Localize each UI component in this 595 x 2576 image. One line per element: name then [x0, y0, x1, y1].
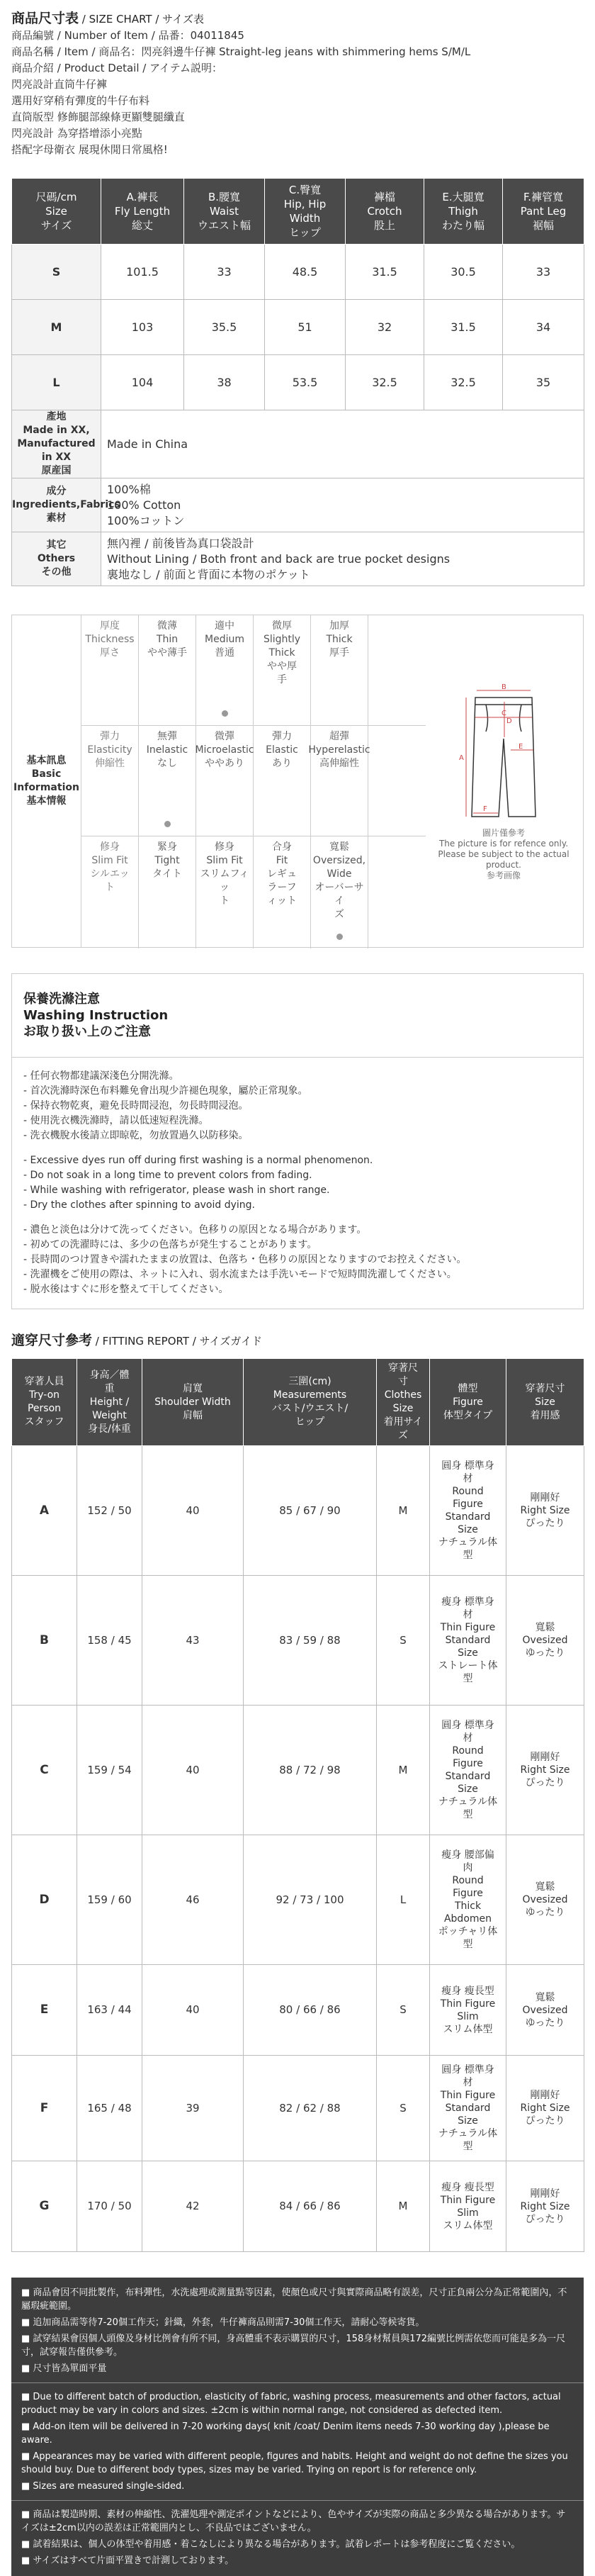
size-value: 38 [184, 355, 265, 410]
try-on-person: G [12, 2161, 77, 2252]
size-value: 35 [503, 355, 584, 410]
washing-line: - 長時間のつけ置きや濡れたままの放置は、色落ち・色移りの原因となりますのでお控えください。 [23, 1254, 467, 1265]
size-value: 33 [184, 245, 265, 300]
washing-line: - 洗衣機脫水後請立即晾乾，勿放置過久以防移染。 [23, 1130, 249, 1141]
washing-line: - While washing with refrigerator, please wash in short range. [23, 1185, 330, 1196]
product-info-line: 選用好穿稍有彈度的牛仔布料 [11, 94, 150, 107]
size-label: M [12, 300, 101, 355]
try-on-person: E [12, 1965, 77, 2056]
notes-line: ■ 試着結果は、個人の体型や着用感・着こなしにより異なる場合があります。試着レポートは参考程度にご覧ください。 [21, 2539, 521, 2550]
fitting-value: 剛剛好 Right Size ぴったり [506, 1706, 584, 1835]
diagram-caption: 圖片僅參考 The picture is for refence only. Please be subject to the actual product. 参考画像 [438, 827, 570, 880]
fitting-value: 瘦身 腰部偏 肉 Round Figure Thick Abdomen ポッチャリ体 型 [430, 1835, 506, 1965]
basic-info-row [81, 726, 426, 836]
fitting-value: 圓身 標準身 材 Thin Figure Standard Size ナチュラル体 型 [430, 2056, 506, 2161]
fitting-value: 158 / 45 [77, 1576, 142, 1706]
fitting-value: S [377, 2056, 430, 2161]
notes-line: ■ 尺寸皆為單面平量 [21, 2363, 107, 2374]
fitting-header-cell: 穿著尺 寸 Clothes Size 着用サイ ズ [377, 1359, 430, 1446]
product-info-line: 搭配字母衛衣 展現休閒日常風格! [11, 143, 168, 156]
fitting-value: S [377, 1965, 430, 2056]
size-value: 53.5 [265, 355, 346, 410]
fitting-header-cell: 三圍(cm) Measurements バスト/ウエスト/ ヒップ [244, 1359, 377, 1446]
size-value: 32.5 [346, 355, 424, 410]
basic-info-option: 微彈 Microelastic ややあり [196, 726, 254, 836]
size-value: 34 [503, 300, 584, 355]
fitting-report-title [11, 1332, 584, 1350]
extra-label: 產地 Made in XX, Manufactured in XX 原産国 [12, 410, 101, 478]
basic-info-row [81, 615, 426, 726]
try-on-person: A [12, 1446, 77, 1576]
notes-line: ■ Due to different batch of production, elasticity of fabric, washing process, measurements and other factors, actual product may be vary in colors and sizes. ±2cm is within normal range, not considered as defected item. [21, 2392, 561, 2416]
product-info-line: 直筒版型 修飾腿部線條更顯雙腿纖直 [11, 111, 185, 123]
size-chart-row [12, 355, 584, 410]
notes-line: ■ サイズはすべて片面平置きで計測しております。 [21, 2555, 234, 2566]
fitting-value: 42 [142, 2161, 244, 2252]
washing-gap [23, 1143, 572, 1153]
fitting-value: 43 [142, 1576, 244, 1706]
fitting-header-cell: 體型 Figure 体型タイプ [430, 1359, 506, 1446]
washing-line: - 首次洗滌時深色布料難免會出現少許褪色現象，屬於正常現象。 [23, 1085, 308, 1097]
basic-info-grid [81, 615, 426, 948]
size-value: 101.5 [101, 245, 184, 300]
fitting-value: 寬鬆 Ovesized ゆったり [506, 1576, 584, 1706]
washing-line: - 保持衣物乾爽，避免長時間浸泡，勿長時間浸泡。 [23, 1100, 249, 1111]
fitting-value: 163 / 44 [77, 1965, 142, 2056]
basic-info-label: 基本訊息 Basic Information 基本情報 [12, 615, 81, 947]
fitting-title-main: 適穿尺寸參考 [11, 1333, 93, 1348]
size-value: 104 [101, 355, 184, 410]
size-value: 48.5 [265, 245, 346, 300]
fitting-body [12, 1446, 584, 2252]
fitting-value: 40 [142, 1706, 244, 1835]
size-value: 51 [265, 300, 346, 355]
fitting-value: 圓身 標準身 材 Round Figure Standard Size ナチュラル体 型 [430, 1706, 506, 1835]
size-label: S [12, 245, 101, 300]
size-chart-row [12, 245, 584, 300]
fitting-value: 84 / 66 / 86 [244, 2161, 377, 2252]
fitting-value: 159 / 60 [77, 1835, 142, 1965]
notes-line: ■ 試穿結果會因個人頭像及身材比例會有所不同，身高體重不表示購買的尺寸，158身材幫員與172編號比例需依您而可能是多為一尺寸，試穿報告僅供參考。 [21, 2334, 566, 2358]
fitting-value: 159 / 54 [77, 1706, 142, 1835]
extra-label: 成分 Ingredients,Fabrics 素材 [12, 478, 101, 532]
fitting-row [12, 1835, 584, 1965]
size-chart-header-cell: B.腰寬 Waist ウエスト幅 [184, 179, 265, 245]
basic-info-option: 無彈 Inelastic なし [139, 726, 196, 836]
size-chart-title-sub: / SIZE CHART / サイズ表 [79, 13, 204, 26]
basic-info-option: 微薄 Thin やや薄手 [139, 615, 196, 725]
product-info-line: 閃亮設計直筒牛仔褲 [11, 78, 108, 91]
diagram-letter-e: E [518, 742, 523, 751]
washing-line: - 脱水後はすぐに形を整えて干してください。 [23, 1284, 229, 1295]
fitting-row [12, 1965, 584, 2056]
size-value: 32.5 [424, 355, 503, 410]
diagram-letter-b: B [502, 683, 506, 691]
size-chart-row [12, 300, 584, 355]
notes-line: ■ Appearances may be varied with different people, figures and habits. Height and weight do not define the sizes you should buy. Due to different body types, sizes may be varied. Trying on report is for reference only. [21, 2451, 568, 2475]
fitting-header-row [12, 1359, 584, 1446]
fitting-value: 39 [142, 2056, 244, 2161]
basic-info-option: 緊身 Tight タイト [139, 836, 196, 948]
selected-dot-icon [222, 710, 228, 717]
size-chart-header-row [12, 179, 584, 245]
notes-line: ■ 商品は製造時期、素材の伸縮性、洗濯処理や測定ポイントなどにより、色やサイズが実際の商品と多少異なる場合があります。サイズは±2cm以内の誤差は正常範囲内とし、不良品ではございません。 [21, 2509, 566, 2533]
washing-body [12, 1058, 583, 1309]
fitting-row [12, 1446, 584, 1576]
basic-info-panel [11, 615, 584, 948]
size-chart-header-cell: C.臀寬 Hip, Hip Width ヒップ [265, 179, 346, 245]
product-info-line: 商品名稱 / Item / 商品名：閃亮斜邊牛仔褲 Straight-leg jeans with shimmering hems S/M/L [11, 45, 471, 58]
fitting-header-cell: 穿著人員 Try-on Person スタッフ [12, 1359, 77, 1446]
basic-info-option: 寬鬆 Oversized, Wide オーバーサイ ズ [311, 836, 368, 948]
pants-outline-icon [458, 682, 550, 824]
notes-divider [11, 2500, 584, 2501]
washing-line: - Dry the clothes after spinning to avoid dying. [23, 1199, 255, 1211]
fitting-value: 40 [142, 1965, 244, 2056]
size-value: 35.5 [184, 300, 265, 355]
pants-diagram [424, 615, 583, 947]
size-value: 103 [101, 300, 184, 355]
basic-info-row-head: 厚度 Thickness 厚さ [81, 615, 139, 725]
fitting-row [12, 1706, 584, 1835]
fitting-value: M [377, 1446, 430, 1576]
notes-line: ■ 追加商品需等待7-20個工作天；針織，外套，牛仔褲商品則需7-30個工作天，請耐心等候寄貨。 [21, 2317, 425, 2328]
fitting-row [12, 2056, 584, 2161]
fitting-value: 圓身 標準身 材 Round Figure Standard Size ナチュラル体 型 [430, 1446, 506, 1576]
notes-line: ■ 商品會因不同批製作，布料彈性，水洗處理或測量點等因素，使顏色或尺寸與實際商品略有誤差，尺寸正負兩公分為正常範圍內，不屬瑕疵範圍。 [21, 2287, 567, 2312]
size-chart-header-cell: 尺碼/cm Size サイズ [12, 179, 101, 245]
size-value: 30.5 [424, 245, 503, 300]
diagram-letter-c: C [502, 709, 506, 717]
basic-info-option: 彈力 Elastic あり [254, 726, 311, 836]
fitting-value: 剛剛好 Right Size ぴったり [506, 2161, 584, 2252]
washing-line: - 使用洗衣機洗滌時，請以低速短程洗滌。 [23, 1115, 209, 1126]
basic-info-row-head: 修身 Slim Fit シルエッ ト [81, 836, 139, 948]
fitting-value: 85 / 67 / 90 [244, 1446, 377, 1576]
fitting-row [12, 2161, 584, 2252]
notes-panel [11, 2278, 584, 2576]
fitting-value: 83 / 59 / 88 [244, 1576, 377, 1706]
basic-info-option: 適中 Medium 普通 [196, 615, 254, 725]
size-chart-title-main: 商品尺寸表 [11, 11, 79, 26]
fitting-value: 瘦身 瘦長型 Thin Figure Slim スリム体型 [430, 2161, 506, 2252]
fitting-value: 152 / 50 [77, 1446, 142, 1576]
basic-info-row-head: 彈力 Elasticity 伸縮性 [81, 726, 139, 836]
product-info-line: 商品介紹 / Product Detail / アイテム説明： [11, 62, 222, 74]
size-label: L [12, 355, 101, 410]
fitting-value: S [377, 1576, 430, 1706]
fitting-value: 瘦身 瘦長型 Thin Figure Slim スリム体型 [430, 1965, 506, 2056]
fitting-report-table [11, 1358, 584, 2252]
size-chart-extra-row [12, 410, 584, 478]
fitting-value: 170 / 50 [77, 2161, 142, 2252]
product-info-line: 閃亮設計 為穿搭增添小亮點 [11, 127, 142, 140]
size-value: 31.5 [346, 245, 424, 300]
fitting-header-cell: 身高／體 重 Height / Weight 身長/体重 [77, 1359, 142, 1446]
washing-line: - 洗濯機をご使用の際は、ネットに入れ、弱水流または手洗いモードで短時間洗濯してください。 [23, 1269, 457, 1280]
diagram-letter-d: D [506, 717, 512, 725]
basic-info-option: 微厚 Slightly Thick やや厚 手 [254, 615, 311, 725]
basic-info-option: 合身 Fit レギュ ラーフ ィット [254, 836, 311, 948]
extra-value: 無內裡 / 前後皆為真口袋設計 Without Lining / Both front and back are true pocket designs 裏地なし / 前面と背面に本物のポケット [101, 532, 584, 586]
fitting-title-sub: / FITTING REPORT / サイズガイド [92, 1335, 262, 1348]
try-on-person: D [12, 1835, 77, 1965]
size-chart-header-cell: F.褲管寬 Pant Leg 裾幅 [503, 179, 584, 245]
extra-value: Made in China [101, 410, 584, 478]
product-info-lines [11, 28, 584, 158]
washing-line: - 初めての洗濯時には、多少の色落ちが発生することがあります。 [23, 1239, 317, 1250]
fitting-value: 瘦身 標準身 材 Thin Figure Standard Size ストレート体 型 [430, 1576, 506, 1706]
try-on-person: C [12, 1706, 77, 1835]
size-value: 31.5 [424, 300, 503, 355]
size-value: 33 [503, 245, 584, 300]
fitting-value: M [377, 1706, 430, 1835]
size-chart-extra-row [12, 478, 584, 532]
basic-info-option: 超彈 Hyperelastic 高伸縮性 [311, 726, 368, 836]
fitting-value: L [377, 1835, 430, 1965]
size-value: 32 [346, 300, 424, 355]
fitting-value: 165 / 48 [77, 2056, 142, 2161]
size-chart-header-cell: 褲檔 Crotch 股上 [346, 179, 424, 245]
washing-gap [23, 1213, 572, 1223]
size-chart-header-cell: E.大腿寬 Thigh わたり幅 [424, 179, 503, 245]
fitting-value: 92 / 73 / 100 [244, 1835, 377, 1965]
product-info [0, 0, 595, 158]
fitting-header-cell: 穿著尺寸 Size 着用感 [506, 1359, 584, 1446]
fitting-value: 剛剛好 Right Size ぴったり [506, 2056, 584, 2161]
basic-info-option: 加厚 Thick 厚手 [311, 615, 368, 725]
fitting-value: 80 / 66 / 86 [244, 1965, 377, 2056]
try-on-person: B [12, 1576, 77, 1706]
try-on-person: F [12, 2056, 77, 2161]
fitting-row [12, 1576, 584, 1706]
size-chart-header-cell: A.褲長 Fly Length 総丈 [101, 179, 184, 245]
notes-line: ■ Sizes are measured single-sided. [21, 2481, 185, 2492]
notes-divider [11, 2382, 584, 2383]
washing-line: - Do not soak in a long time to prevent colors from fading. [23, 1170, 312, 1181]
washing-instruction-panel [11, 973, 584, 1309]
product-info-line: 商品編號 / Number of Item / 品番：04011845 [11, 29, 244, 42]
selected-dot-icon [336, 934, 343, 940]
fitting-value: 40 [142, 1446, 244, 1576]
fitting-value: M [377, 2161, 430, 2252]
fitting-value: 82 / 62 / 88 [244, 2056, 377, 2161]
size-chart-table [11, 178, 584, 586]
basic-info-option: 修身 Slim Fit スリムフィッ ト [196, 836, 254, 948]
fitting-value: 46 [142, 1835, 244, 1965]
fitting-value: 寬鬆 Ovesized ゆったり [506, 1835, 584, 1965]
size-chart-title [11, 10, 584, 28]
diagram-letter-f: F [483, 805, 487, 813]
fitting-value: 剛剛好 Right Size ぴったり [506, 1446, 584, 1576]
washing-line: - Excessive dyes run off during first washing is a normal phenomenon. [23, 1155, 373, 1166]
washing-line: - 任何衣物都建議深淺色分開洗滌。 [23, 1070, 179, 1082]
size-chart-extra-row [12, 532, 584, 586]
diagram-letter-a: A [459, 754, 464, 762]
fitting-header-cell: 肩寬 Shoulder Width 肩幅 [142, 1359, 244, 1446]
washing-title: 保養洗滌注意 Washing Instruction お取り扱い上のご注意 [12, 974, 583, 1058]
notes-line: ■ Add-on item will be delivered in 7-20 working days( knit /coat/ Denim items needs 7-30 working day ),please be aware. [21, 2421, 550, 2446]
extra-label: 其它 Others その他 [12, 532, 101, 586]
basic-info-row [81, 836, 426, 948]
fitting-value: 88 / 72 / 98 [244, 1706, 377, 1835]
fitting-value: 寬鬆 Ovesized ゆったり [506, 1965, 584, 2056]
extra-value: 100%棉 100% Cotton 100%コットン [101, 478, 584, 532]
size-chart-body [12, 245, 584, 586]
selected-dot-icon [164, 821, 171, 827]
washing-line: - 濃色と淡色は分けて洗ってください。色移りの原因となる場合があります。 [23, 1224, 367, 1236]
